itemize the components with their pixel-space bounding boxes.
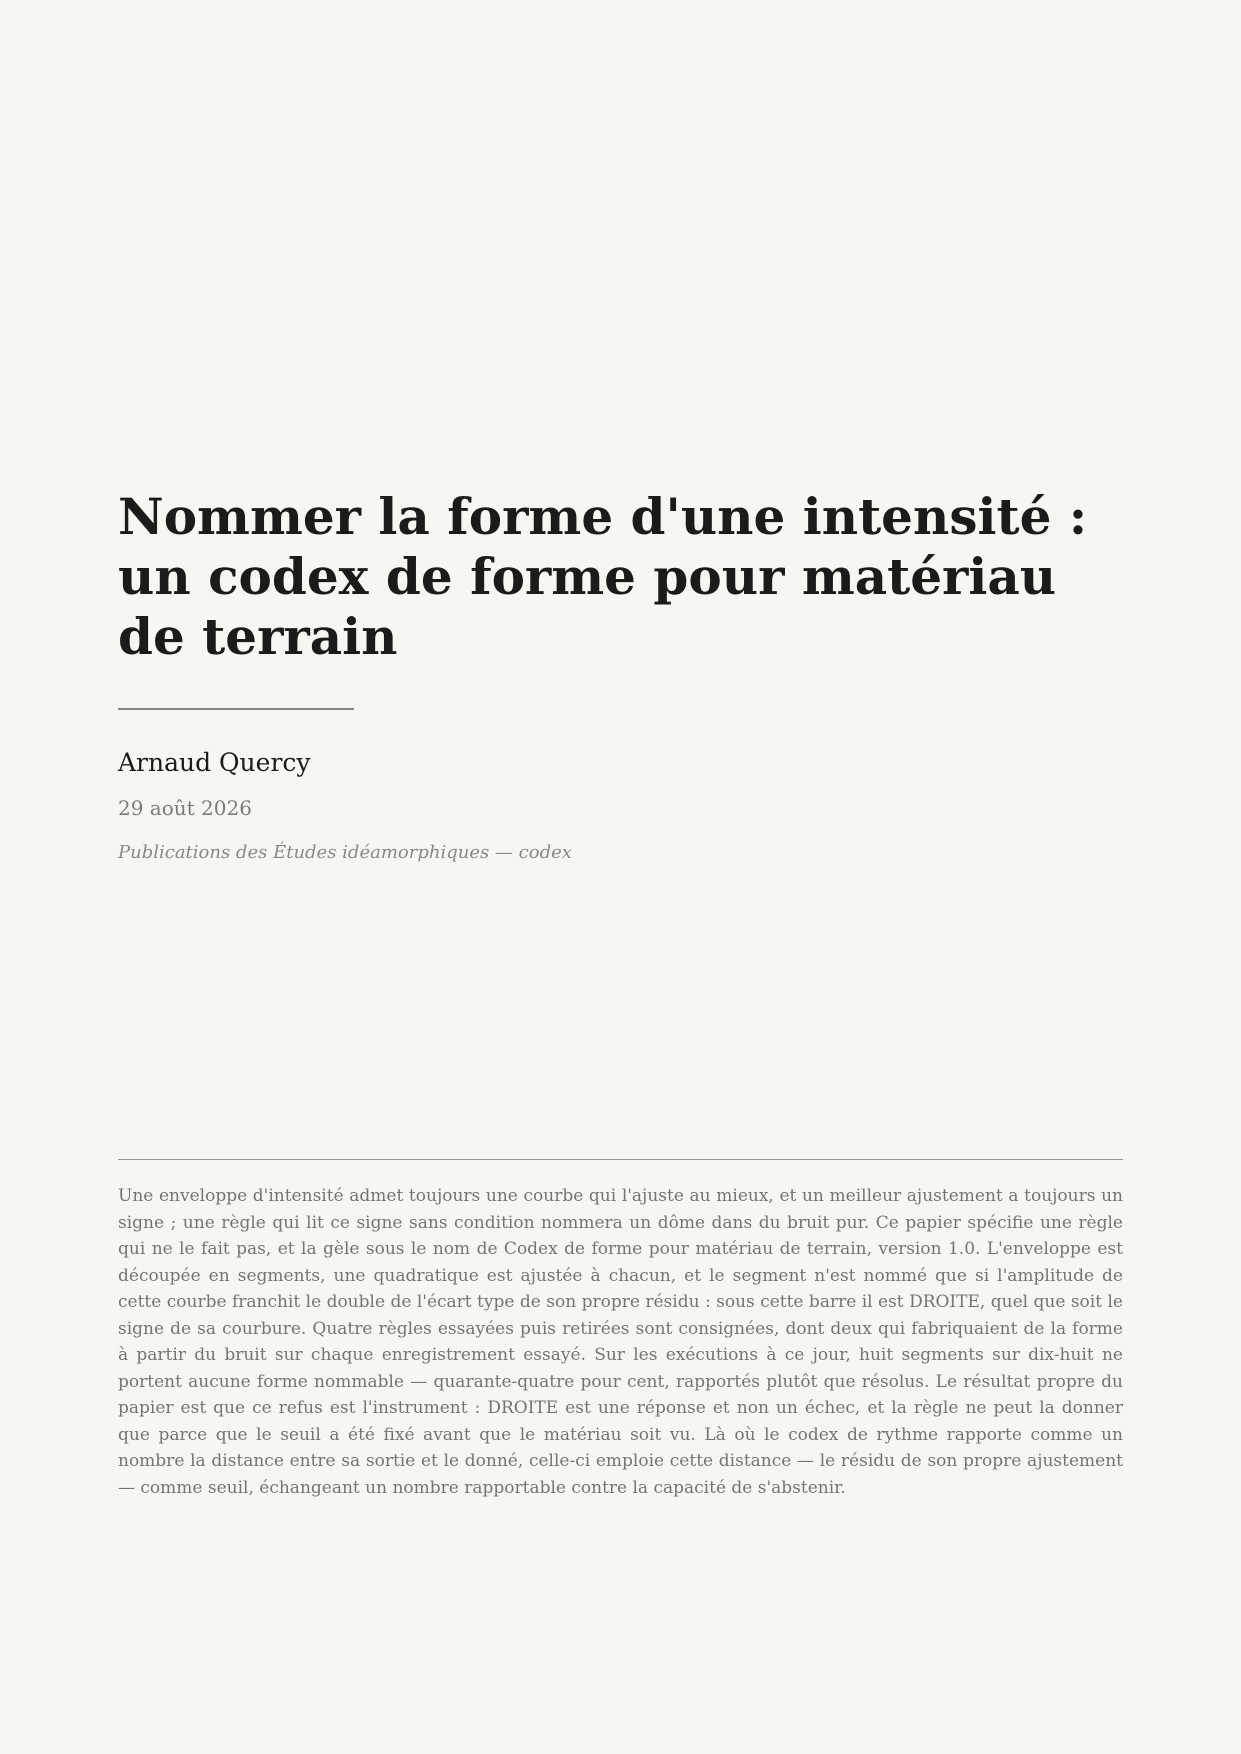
publication-series: Publications des Études idéamorphiques — codex bbox=[118, 842, 572, 863]
author-name: Arnaud Quercy bbox=[118, 748, 311, 777]
publication-date: 29 août 2026 bbox=[118, 796, 252, 820]
paper-title: Nommer la forme d'une intensité : un codex de forme pour matériau de terrain bbox=[118, 487, 1088, 666]
abstract-divider bbox=[118, 1159, 1123, 1160]
abstract-text: Une enveloppe d'intensité admet toujours une courbe qui l'ajuste au mieux, et un meilleur ajustement a toujours un signe ; une règle qui lit ce signe sans condition nommera un dôme dans du bruit pur. Ce papier spécifie une règle qui ne le fait pas, et la gèle sous le nom de Codex de forme pour matériau de terrain, version 1.0. L'enveloppe est découpée en segments, une quadratique est ajustée à chacun, et le segment n'est nommé que si l'amplitude de cette courbe franchit le double de l'écart type de son propre résidu : sous cette barre il est DROITE, quel que soit le signe de sa courbure. Quatre règles essayées puis retirées sont consignées, dont deux qui fabriquaient de la forme à partir du bruit sur chaque enregistrement essayé. Sur les exécutions à ce jour, huit segments sur dix-huit ne portent aucune forme nommable — quarante-quatre pour cent, rapportés plutôt que résolus. Le résultat propre du papier est que ce refus est l'instrument : DROITE est une réponse et non un échec, et la règle ne peut la donner que parce que le seuil a été fixé avant que le matériau soit vu. Là où le codex de rythme rapporte comme un nombre la distance entre sa sortie et le donné, celle-ci emploie cette distance — le résidu de son propre ajustement — comme seuil, échangeant un nombre rapportable contre la capacité de s'abstenir. bbox=[118, 1186, 1123, 1498]
title-divider bbox=[118, 708, 354, 710]
